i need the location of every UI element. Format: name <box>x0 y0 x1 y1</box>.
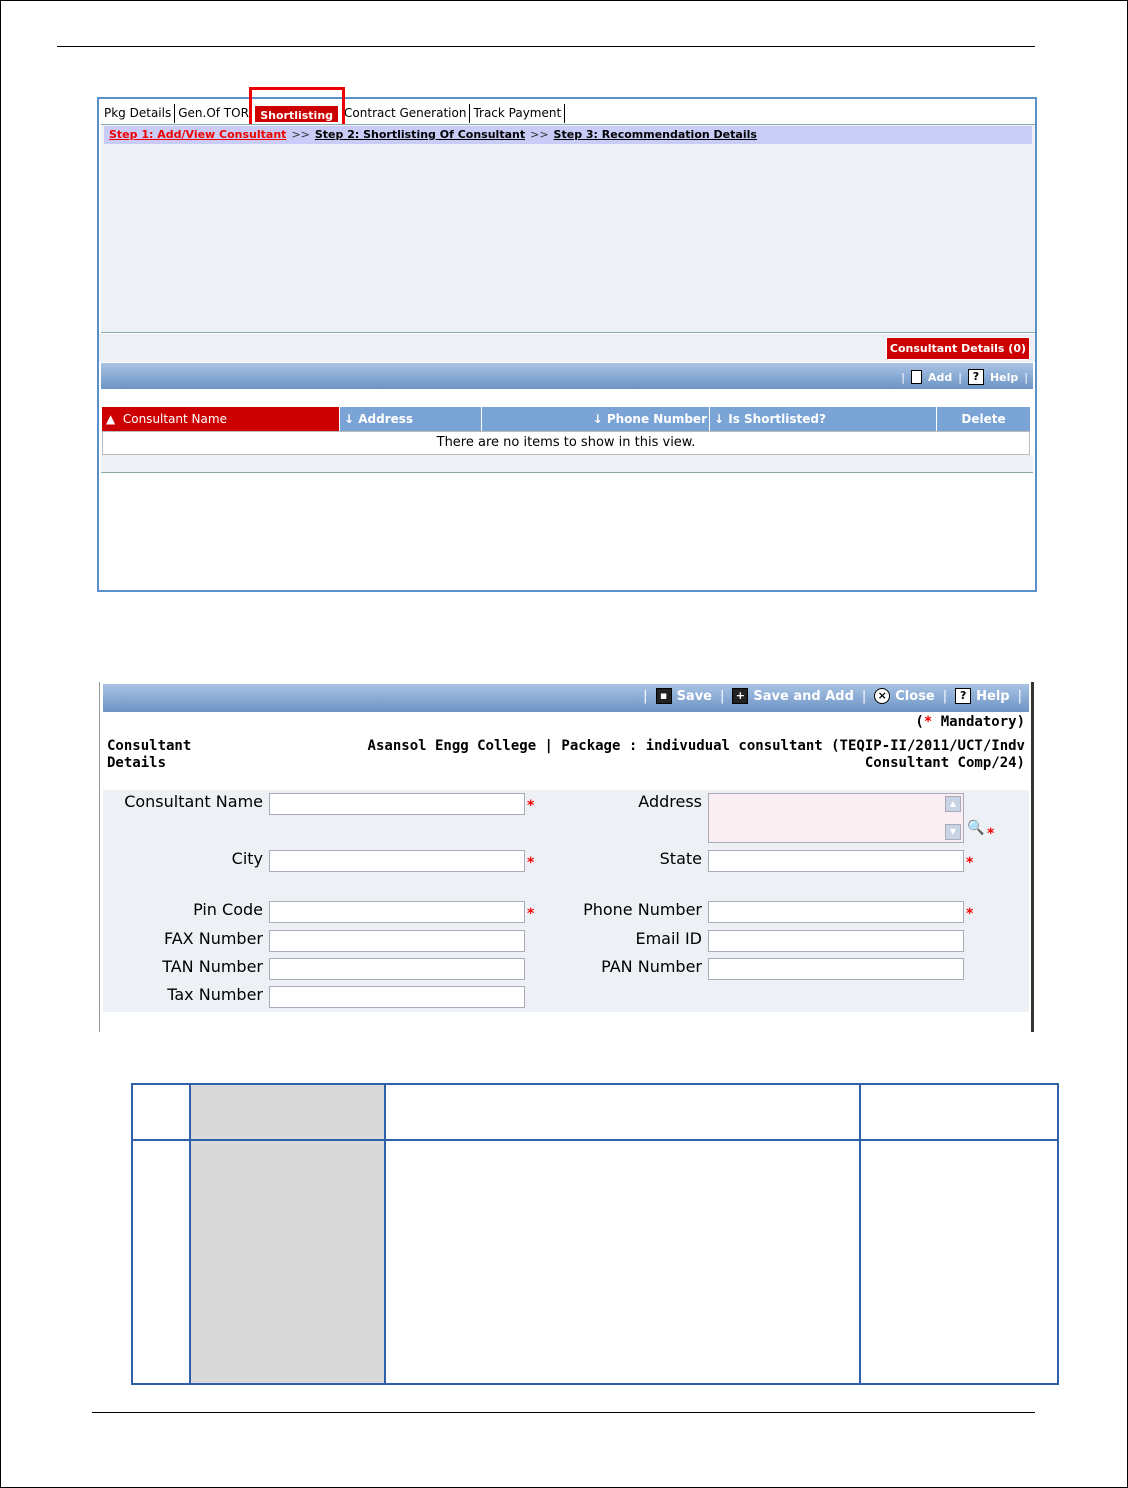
table-cell <box>385 1084 860 1140</box>
help-button[interactable]: Help <box>976 688 1010 704</box>
table-cell <box>190 1140 385 1384</box>
fax-number-label: FAX Number <box>164 929 263 948</box>
city-label: City <box>231 849 263 868</box>
save-and-add-icon[interactable]: + <box>732 688 748 704</box>
mandatory-text: Mandatory) <box>932 714 1025 730</box>
toolbar-divider: | <box>1024 370 1028 384</box>
magnifier-icon[interactable]: 🔍 <box>967 820 985 836</box>
tax-number-input[interactable] <box>269 986 525 1008</box>
step2-link[interactable]: Step 2: Shortlisting Of Consultant <box>314 128 526 141</box>
column-label: Is Shortlisted? <box>728 412 826 426</box>
consultant-details-tab[interactable]: Consultant Details (0) <box>886 337 1030 360</box>
document-icon[interactable] <box>911 370 922 384</box>
table-cell <box>385 1140 860 1384</box>
column-delete[interactable] <box>937 407 1030 431</box>
phone-number-label: Phone Number <box>583 900 702 919</box>
toolbar-divider: | <box>1017 688 1022 704</box>
required-marker: * <box>527 798 535 814</box>
table-cell <box>860 1140 1058 1384</box>
toolbar-divider: | <box>942 688 948 704</box>
tab-track-payment[interactable]: Track Payment <box>470 104 565 123</box>
toolbar-divider: | <box>720 688 725 704</box>
tan-number-input[interactable] <box>269 958 525 980</box>
column-consultant-name[interactable]: ▲ Consultant Name <box>102 407 340 431</box>
required-star: * <box>923 714 933 730</box>
required-marker: * <box>987 826 995 842</box>
step-panel <box>101 124 1035 333</box>
pan-number-label: PAN Number <box>601 957 702 976</box>
phone-number-input[interactable] <box>708 901 964 923</box>
tab-contract-generation[interactable]: Contract Generation <box>341 104 470 123</box>
close-button[interactable]: Close <box>895 688 935 704</box>
email-id-label: Email ID <box>635 929 702 948</box>
column-label: Phone Number <box>606 412 707 426</box>
save-button[interactable]: Save <box>676 688 712 704</box>
save-and-add-button[interactable]: Save and Add <box>753 688 854 704</box>
toolbar-divider: | <box>861 688 867 704</box>
close-icon[interactable]: × <box>874 688 890 704</box>
form-section-title <box>107 738 191 772</box>
tab-pkg-details[interactable]: Pkg Details <box>101 104 175 123</box>
column-label: Address <box>358 412 414 426</box>
column-is-shortlisted[interactable]: ↓ Is Shortlisted? <box>710 407 937 431</box>
mandatory-paren: ( <box>915 714 924 730</box>
city-input[interactable] <box>269 850 525 872</box>
step-separator: >> <box>530 128 549 141</box>
document-table <box>131 1083 1059 1385</box>
toolbar-divider: | <box>901 370 905 384</box>
table-row <box>132 1140 1058 1384</box>
step3-link[interactable]: Step 3: Recommendation Details <box>553 128 757 141</box>
section-title-line: Consultant <box>107 738 192 754</box>
fax-number-input[interactable] <box>269 930 525 952</box>
pin-code-input[interactable] <box>269 901 525 923</box>
required-marker: * <box>527 855 535 871</box>
table-cell <box>132 1084 190 1140</box>
consultant-name-input[interactable] <box>269 793 525 815</box>
grid-header <box>102 407 1030 431</box>
column-phone-number[interactable]: ↓ Phone Number <box>482 407 710 431</box>
empty-grid-message: There are no items to show in this view. <box>102 431 1030 455</box>
form-toolbar <box>103 684 1029 712</box>
table-row <box>132 1084 1058 1140</box>
toolbar-divider: | <box>958 370 962 384</box>
column-address[interactable]: ↓ Address <box>340 407 482 431</box>
header-rule <box>57 46 1035 47</box>
help-button[interactable]: Help <box>989 370 1019 384</box>
table-cell <box>860 1084 1058 1140</box>
consultant-details-strip <box>99 334 1035 362</box>
footer-rule <box>92 1412 1035 1413</box>
help-icon[interactable]: ? <box>968 369 984 385</box>
state-label: State <box>659 849 702 868</box>
column-label: Delete <box>961 412 1006 426</box>
pan-number-input[interactable] <box>708 958 964 980</box>
save-icon[interactable]: ▪ <box>656 688 672 704</box>
scroll-up-icon[interactable]: ▲ <box>945 796 961 812</box>
step-breadcrumb <box>104 126 1032 144</box>
package-info-line: Consultant Comp/24) <box>864 755 1025 771</box>
address-textarea[interactable] <box>708 793 964 843</box>
required-marker: * <box>966 855 974 871</box>
section-title-line: Details <box>107 755 167 771</box>
package-info <box>325 738 1025 772</box>
pin-code-label: Pin Code <box>193 900 263 919</box>
scroll-down-icon[interactable]: ▼ <box>945 824 961 840</box>
table-cell <box>132 1140 190 1384</box>
column-label: Consultant Name <box>122 412 227 426</box>
tab-gen-of-tor[interactable]: Gen.Of TOR <box>175 104 252 123</box>
toolbar-divider: | <box>643 688 648 704</box>
step1-link[interactable]: Step 1: Add/View Consultant <box>109 128 287 141</box>
state-input[interactable] <box>708 850 964 872</box>
grid-toolbar <box>101 363 1033 389</box>
required-marker: * <box>527 906 535 922</box>
tax-number-label: Tax Number <box>167 985 263 1004</box>
email-id-input[interactable] <box>708 930 964 952</box>
step-separator: >> <box>291 128 310 141</box>
help-icon[interactable]: ? <box>955 688 971 704</box>
table-cell <box>190 1084 385 1140</box>
consultant-form <box>103 790 1029 1012</box>
add-button[interactable]: Add <box>927 370 953 384</box>
grid-footer <box>101 455 1033 473</box>
required-marker: * <box>966 906 974 922</box>
shortlisting-screenshot <box>97 97 1037 592</box>
address-label: Address <box>638 792 702 811</box>
tab-shortlisting[interactable]: Shortlisting <box>254 105 339 123</box>
package-info-line: Asansol Engg College | Package : indivudual consultant (TEQIP-II/2011/UCT/Indv <box>367 738 1025 754</box>
consultant-form-screenshot <box>99 682 1034 1032</box>
mandatory-note <box>915 714 1025 730</box>
consultant-name-label: Consultant Name <box>124 792 263 811</box>
tan-number-label: TAN Number <box>162 957 263 976</box>
